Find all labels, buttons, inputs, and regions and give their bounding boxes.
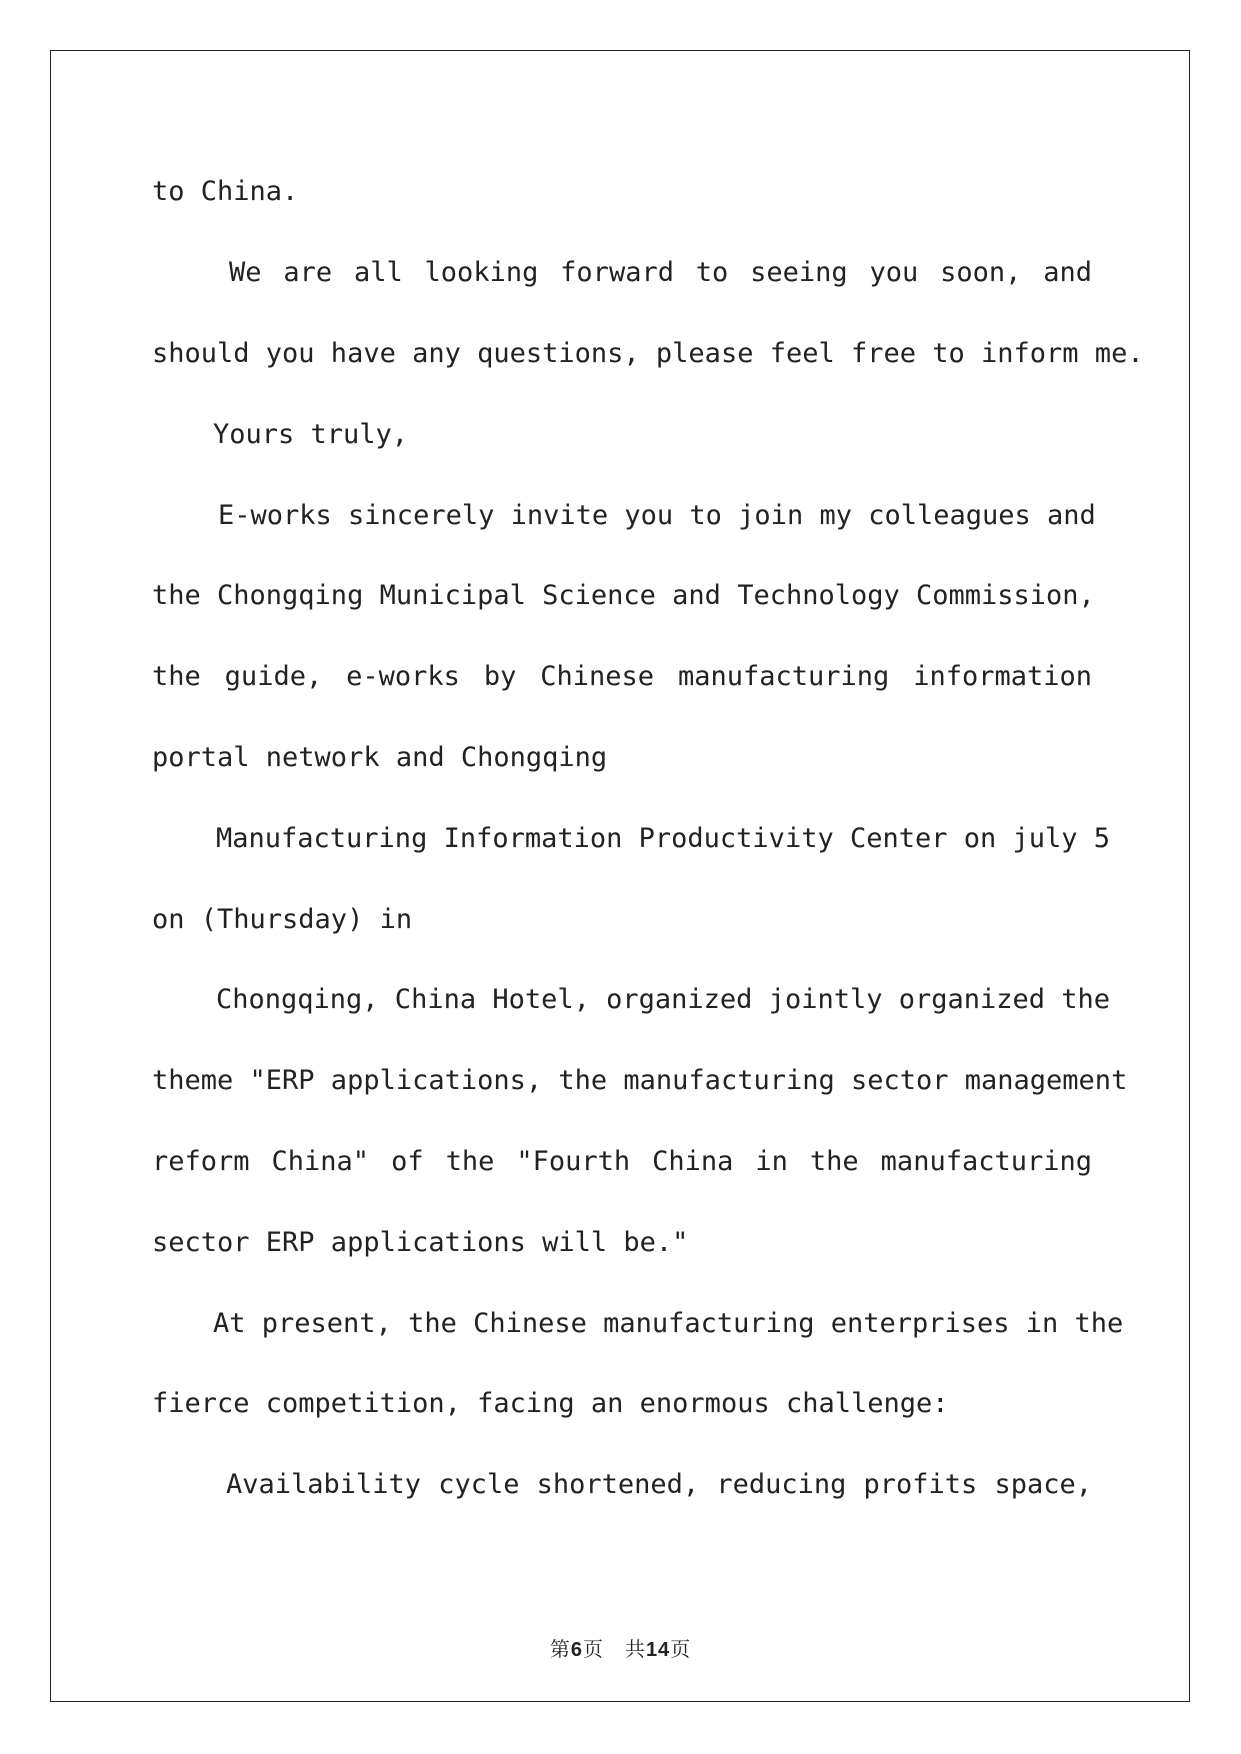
text-line: sector ERP applications will be." [152, 1227, 689, 1258]
text-line: theme "ERP applications, the manufacturing sector management [152, 1065, 1128, 1096]
text-line: Chongqing, China Hotel, organized jointly organized the [216, 984, 1111, 1015]
text-line: Manufacturing Information Productivity Center on july 5 [216, 823, 1111, 854]
footer-total-pages: 14 [645, 1639, 671, 1661]
text-line: on (Thursday) in [152, 904, 413, 935]
text-line: At present, the Chinese manufacturing enterprises in the [213, 1308, 1124, 1339]
text-line: the guide, e-works by Chinese manufacturing information [152, 661, 1092, 692]
text-line: the Chongqing Municipal Science and Technology Commission, [152, 580, 1095, 611]
text-line: Availability cycle shortened, reducing profits space, [226, 1469, 1092, 1500]
page-border [50, 50, 1190, 1702]
text-line: E-works sincerely invite you to join my colleagues and [218, 500, 1096, 531]
text-line: Yours truly, [213, 419, 409, 450]
footer-suffix: 页 [670, 1637, 692, 1661]
text-line: We are all looking forward to seeing you soon, and [229, 257, 1092, 288]
text-line: should you have any questions, please feel free to inform me. [152, 338, 1144, 369]
text-line: reform China" of the "Fourth China in the manufacturing [152, 1146, 1092, 1177]
footer-current-page: 6 [570, 1639, 583, 1661]
text-line: portal network and Chongqing [152, 742, 608, 773]
footer-prefix: 第 [549, 1637, 571, 1661]
footer-mid: 页 共 [582, 1637, 646, 1661]
page-footer [0, 1633, 1241, 1662]
text-line: fierce competition, facing an enormous challenge: [152, 1388, 949, 1419]
text-line: to China. [152, 176, 299, 207]
